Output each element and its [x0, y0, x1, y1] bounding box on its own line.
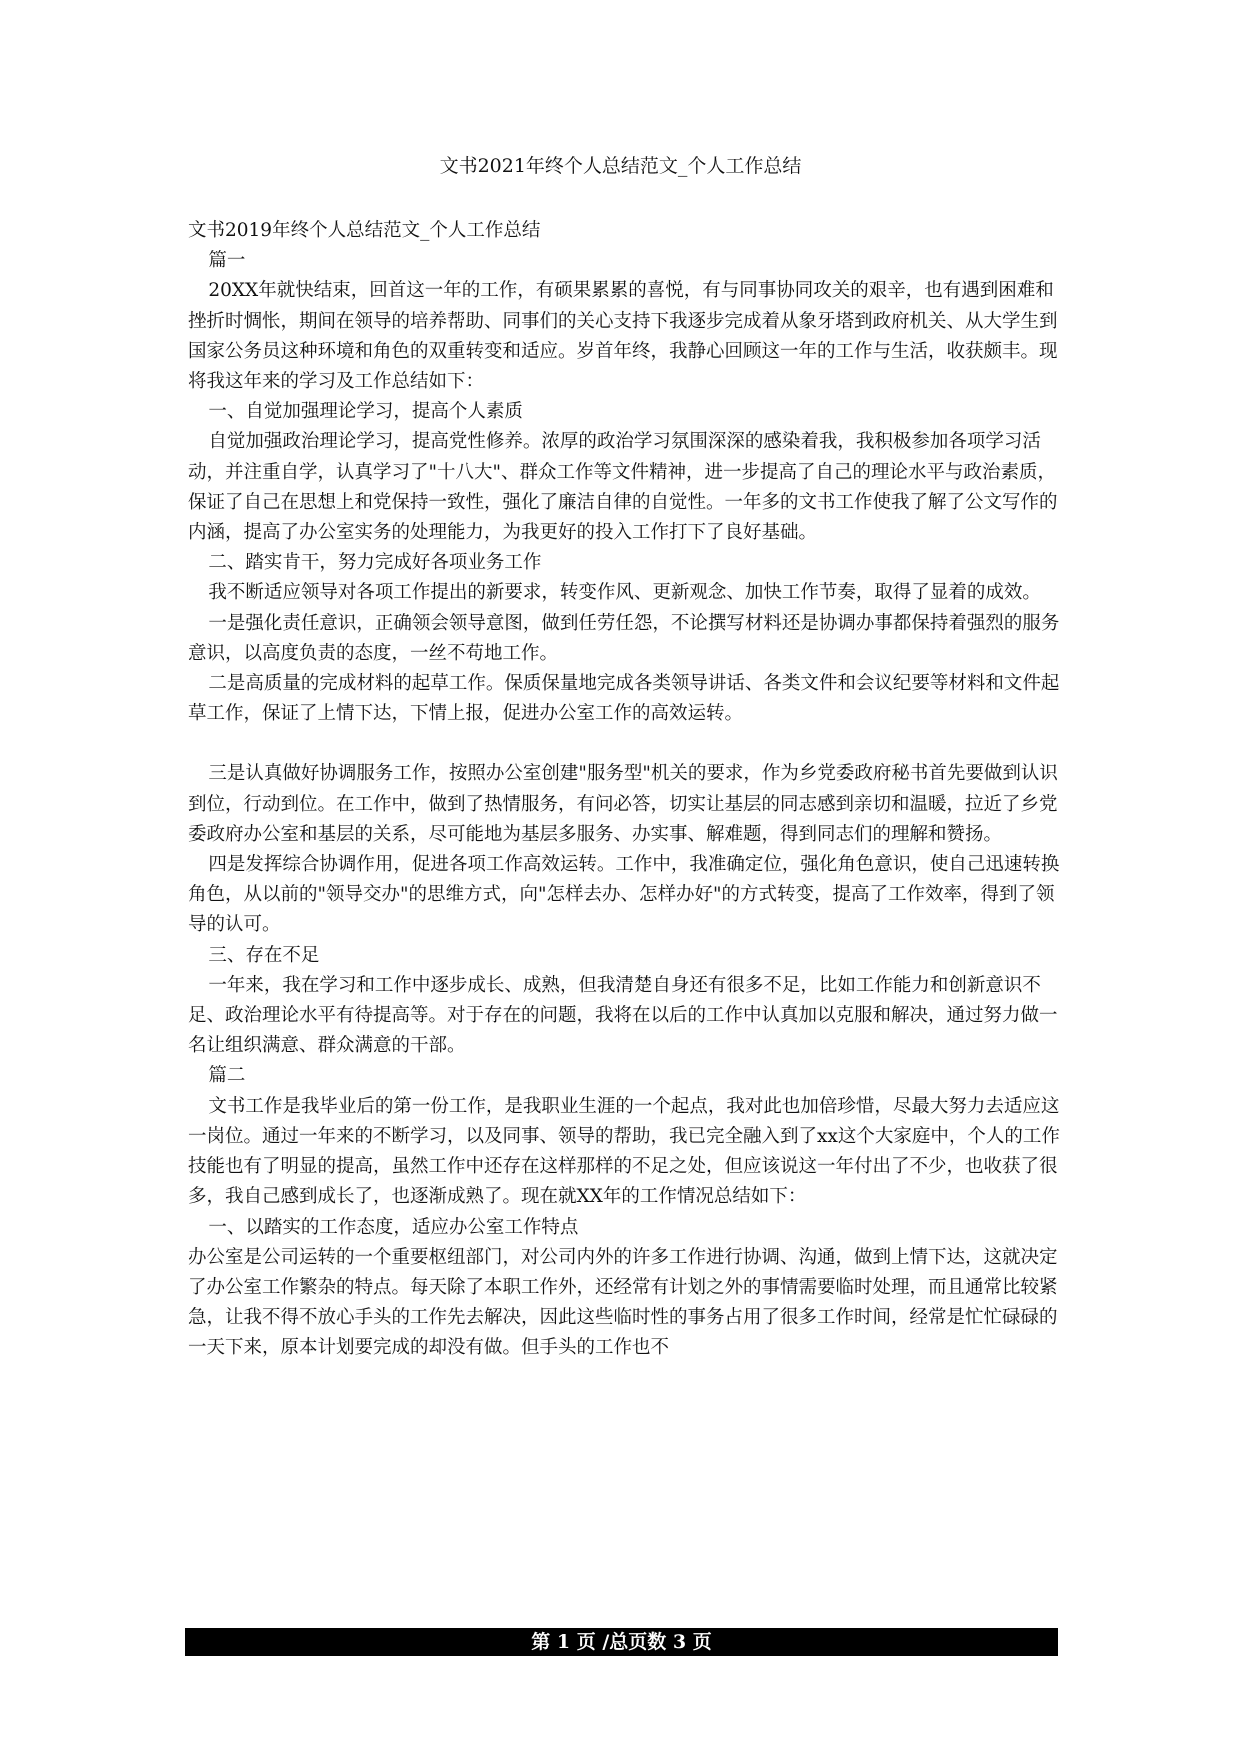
paragraph: 三是认真做好协调服务工作，按照办公室创建"服务型"机关的要求，作为乡党委政府秘书首先要做到认识到位，行动到位。在工作中，做到了热情服务，有问必答，切实让基层的同志感到亲切和温暖，拉近了乡党委政府办公室和基层的关系，尽可能地为基层多服务、办实事、解难题，得到同志们的理解和赞扬。 [188, 763, 1058, 845]
page-footer: 第 1 页 /总页数 3 页 [185, 1628, 1058, 1656]
document-title: 文书2021年终个人总结范文_个人工作总结 [439, 155, 802, 177]
paragraph: 一是强化责任意识，正确领会领导意图，做到任劳任怨，不论撰写材料还是协调办事都保持着强烈的服务意识，以高度负责的态度，一丝不苟地工作。 [188, 612, 1060, 664]
paragraph: 一、自觉加强理论学习，提高个人素质 [208, 401, 523, 423]
paragraph: 篇一 [208, 250, 246, 272]
paragraph: 一、以踏实的工作态度，适应办公室工作特点 [208, 1216, 579, 1238]
paragraph: 办公室是公司运转的一个重要枢纽部门，对公司内外的许多工作进行协调、沟通，做到上情下达，这就决定了办公室工作繁杂的特点。每天除了本职工作外，还经常有计划之外的事情需要临时处理，而且通常比较紧急，让我不得不放心手头的工作先去解决，因此这些临时性的事务占用了很多工作时间，经常是忙忙碌碌的一天下来，原本计划要完成的却没有做。但手头的工作也不 [188, 1246, 1058, 1359]
paragraph: 四是发挥综合协调作用，促进各项工作高效运转。工作中，我准确定位，强化角色意识，使自己迅速转换角色，从以前的"领导交办"的思维方式，向"怎样去办、怎样办好"的方式转变，提高了工作效率，得到了领导的认可。 [188, 854, 1060, 936]
paragraph: 一年来，我在学习和工作中逐步成长、成熟，但我清楚自身还有很多不足，比如工作能力和创新意识不足、政治理论水平有待提高等。对于存在的问题，我将在以后的工作中认真加以克服和解决，通过努力做一名让组织满意、群众满意的干部。 [188, 974, 1058, 1057]
paragraph-gap [188, 729, 1060, 759]
paragraph: 文书2019年终个人总结范文_个人工作总结 [188, 220, 541, 241]
paragraph: 二是高质量的完成材料的起草工作。保质保量地完成各类领导讲话、各类文件和会议纪要等材料和文件起草工作，保证了上情下达，下情上报，促进办公室工作的高效运转。 [188, 673, 1060, 725]
paragraph: 自觉加强政治理论学习，提高党性修养。浓厚的政治学习氛围深深的感染着我，我积极参加各项学习活动，并注重自学，认真学习了"十八大"、群众工作等文件精神，进一步提高了自己的理论水平与政治素质，保证了自己在思想上和党保持一致性，强化了廉洁自律的自觉性。一年多的文书工作使我了解了公文写作的内涵，提高了办公室实务的处理能力，为我更好的投入工作打下了良好基础。 [188, 431, 1058, 544]
paragraph: 三、存在不足 [208, 944, 320, 966]
paragraph: 文书工作是我毕业后的第一份工作，是我职业生涯的一个起点，我对此也加倍珍惜，尽最大努力去适应这一岗位。通过一年来的不断学习，以及同事、领导的帮助，我已完全融入到了xx这个大家庭中，个人的工作技能也有了明显的提高，虽然工作中还存在这样那样的不足之处，但应该说这一年付出了不少，也收获了很多，我自己感到成长了，也逐渐成熟了。现在就XX年的工作情况总结如下： [188, 1095, 1060, 1208]
paragraph: 二、踏实肯干，努力完成好各项业务工作 [208, 552, 542, 574]
paragraph: 篇二 [208, 1065, 246, 1087]
document-body [188, 216, 1060, 1364]
paragraph: 20XX年就快结束，回首这一年的工作，有硕果累累的喜悦，有与同事协同攻关的艰辛，也有遇到困难和挫折时惆怅，期间在领导的培养帮助、同事们的关心支持下我逐步完成着从象牙塔到政府机关、从大学生到国家公务员这种环境和角色的双重转变和适应。岁首年终，我静心回顾这一年的工作与生活，收获颇丰。现将我这年来的学习及工作总结如下： [188, 280, 1058, 393]
paragraph: 我不断适应领导对各项工作提出的新要求，转变作风、更新观念、加快工作节奏，取得了显着的成效。 [208, 582, 1041, 604]
